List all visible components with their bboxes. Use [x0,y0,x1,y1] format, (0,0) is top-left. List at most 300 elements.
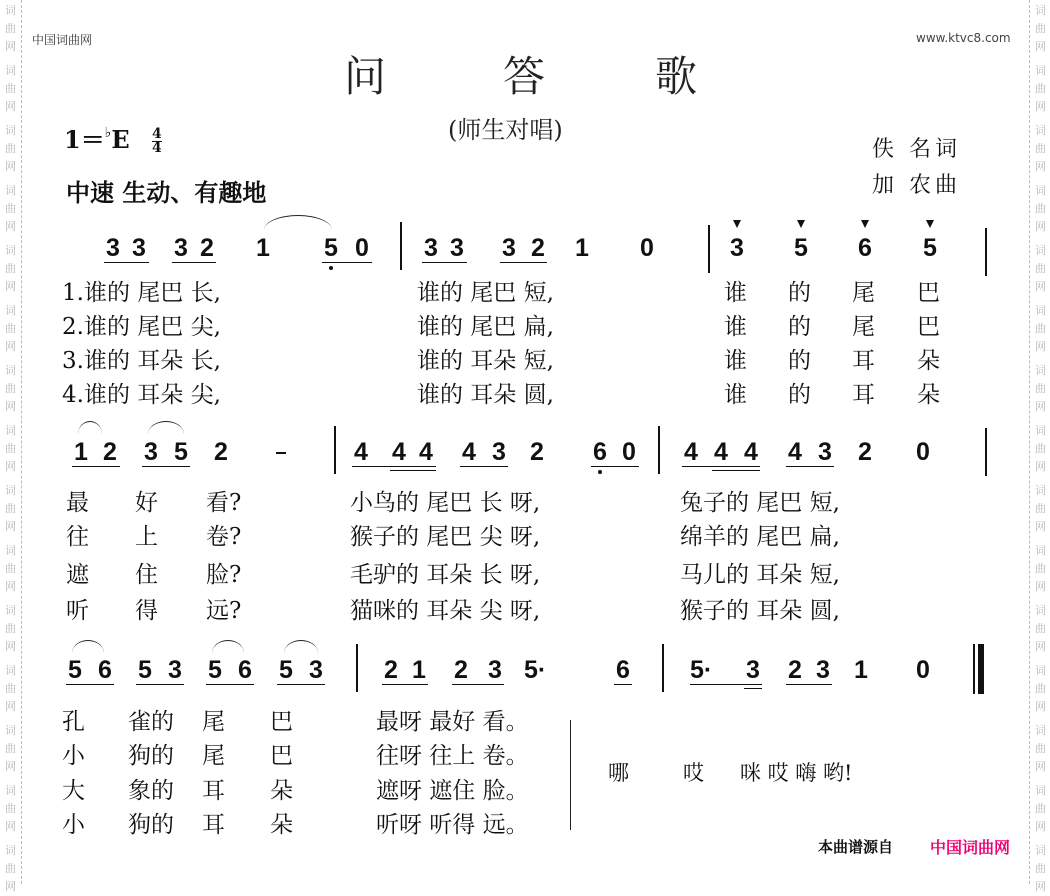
lyric-char: 大 [62,778,85,804]
watermark-char: 网 [1035,100,1046,113]
lyric-verse-1: 小鸟的 尾巴 长 呀, [350,490,541,516]
watermark-char: 网 [1035,580,1046,593]
lyric-verse-4: 4.谁的 耳朵 尖, [62,382,221,408]
lyric-verse-3: 谁的 耳朵 短, [417,348,554,374]
lyric-char: 脸? [206,562,242,588]
watermark-char: 曲 [1035,502,1046,515]
watermark-char: 网 [5,580,16,593]
lyric-verse-1: 1.谁的 尾巴 长, [62,280,221,306]
watermark-group [1030,842,1050,896]
eighth-underline [690,684,762,685]
lyric-verse-4: 猫咪的 耳朵 尖 呀, [350,598,541,624]
watermark-char: 词 [1035,244,1046,257]
low-octave-dot [329,266,333,270]
note: 5 [174,438,188,466]
right-watermark-strip [1029,0,1050,893]
watermark-group [0,782,21,836]
watermark-group [0,62,21,116]
watermark-group [1030,62,1050,116]
lyric-char: 远? [206,598,242,624]
refrain-word: 咪 哎 嗨 哟! [740,761,853,785]
accent-mark [926,220,934,228]
note: 3 [492,438,506,466]
lyric-char: 小 [62,743,85,769]
watermark-char: 词 [5,784,16,797]
eighth-underline [136,684,184,685]
watermark-group [0,302,21,356]
watermark-group [1030,482,1050,536]
eighth-underline [382,684,428,685]
lyric-verse-3: 毛驴的 耳朵 长 呀, [350,562,541,588]
eighth-underline [72,466,120,467]
lyric-verse-1: 谁的 尾巴 短, [417,280,554,306]
note: 1 [412,656,426,684]
bar-line [662,644,664,692]
lyric-char: 朵 [917,348,940,374]
eighth-underline [682,466,760,467]
watermark-char: 曲 [1035,322,1046,335]
eighth-underline [322,262,372,263]
source-label: 本曲谱源自 [818,838,894,856]
note: 5 [279,656,293,684]
lyric-verse-2: 绵羊的 尾巴 扁, [680,524,840,550]
watermark-group [1030,662,1050,716]
watermark-char: 词 [5,664,16,677]
watermark-char: 词 [5,64,16,77]
lyric-char: 朵 [917,382,940,408]
note: 3 [816,656,830,684]
lyric-char: 得 [135,598,158,624]
watermark-char: 网 [5,880,16,893]
watermark-char: 词 [5,124,16,137]
watermark-char: 曲 [1035,862,1046,875]
lyric-char: 巴 [917,314,940,340]
watermark-group [0,722,21,776]
eighth-underline [206,684,254,685]
note: 3 [488,656,502,684]
watermark-char: 网 [5,820,16,833]
note: 3 [168,656,182,684]
note: 2 [531,234,545,262]
note: 3 [132,234,146,262]
note: 3 [144,438,158,466]
watermark-char: 网 [1035,520,1046,533]
watermark-group [1030,602,1050,656]
verse-brace [570,720,571,830]
note: 2 [200,234,214,262]
note: 0 [916,438,930,466]
low-octave-dot [598,470,602,474]
eighth-underline [422,262,467,263]
key-signature [64,120,162,155]
watermark-char: 曲 [5,382,16,395]
watermark-char: 网 [5,700,16,713]
watermark-char: 曲 [1035,142,1046,155]
watermark-char: 网 [1035,700,1046,713]
watermark-char: 曲 [5,322,16,335]
watermark-group [0,182,21,236]
lyric-char: 的 [788,314,811,340]
lyric-char: 耳 [852,382,875,408]
watermark-char: 词 [1035,844,1046,857]
subtitle: (师生对唱) [448,116,563,144]
watermark-char: 词 [1035,64,1046,77]
lyric-verse-2: 往呀 往上 卷。 [376,743,529,769]
slur [284,640,318,653]
lyric-char: 狗的 [128,743,174,769]
final-bar-line-thick [978,644,984,694]
note: 2 [103,438,117,466]
lyricist-credit: 佚 名词 [872,137,961,162]
lyric-char: 尾 [852,280,875,306]
watermark-char: 网 [5,400,16,413]
bar-line [658,426,660,474]
eighth-underline [142,466,190,467]
lyric-char: 小 [62,812,85,838]
lyric-verse-4: 猴子的 耳朵 圆, [680,598,840,624]
watermark-group [1030,722,1050,776]
eighth-underline [786,466,834,467]
watermark-group [1030,122,1050,176]
note: 1 [854,656,868,684]
left-watermark-strip [0,0,22,893]
note: 1 [575,234,589,262]
watermark-group [1030,242,1050,296]
watermark-char: 网 [1035,820,1046,833]
watermark-char: 词 [1035,784,1046,797]
bar-line [356,644,358,692]
note: 6 [238,656,252,684]
watermark-group [1030,302,1050,356]
note: 4 [788,438,802,466]
lyric-verse-2: 猴子的 尾巴 尖 呀, [350,524,541,550]
watermark-group [0,662,21,716]
watermark-char: 网 [5,160,16,173]
site-url-right: www.ktvc8.com [916,31,1011,45]
watermark-char: 网 [5,100,16,113]
bar-line [400,222,402,270]
note: 3 [450,234,464,262]
lyric-char: 卷? [206,524,242,550]
watermark-group [0,482,21,536]
watermark-char: 词 [1035,724,1046,737]
watermark-char: 词 [5,244,16,257]
watermark-char: 词 [1035,304,1046,317]
note: 6 [98,656,112,684]
watermark-group [1030,2,1050,56]
watermark-group [0,122,21,176]
eighth-underline [460,466,508,467]
note: 4 [354,438,368,466]
watermark-char: 曲 [5,442,16,455]
eighth-underline [452,684,504,685]
lyric-char: 最 [66,490,89,516]
note: 5 [324,234,338,262]
lyric-char: 朵 [270,778,293,804]
title-char-2: 答 [503,52,546,101]
note: 6 [858,234,872,262]
lyric-char: 耳 [202,778,225,804]
watermark-group [0,422,21,476]
note: 5 [923,234,937,262]
watermark-group [1030,782,1050,836]
watermark-char: 网 [5,340,16,353]
note: 6 [616,656,630,684]
extension-dash [276,452,286,454]
sixteenth-underline [744,688,762,689]
eighth-underline [277,684,325,685]
lyric-verse-1: 兔子的 尾巴 短, [680,490,840,516]
note: 3 [106,234,120,262]
watermark-char: 词 [5,4,16,17]
slur [212,640,244,653]
note: 2 [530,438,544,466]
note: 3 [309,656,323,684]
watermark-char: 网 [5,640,16,653]
watermark-char: 网 [1035,460,1046,473]
note: 0 [622,438,636,466]
note: 4 [462,438,476,466]
watermark-char: 网 [1035,220,1046,233]
watermark-char: 词 [5,364,16,377]
note: 3 [424,234,438,262]
watermark-char: 曲 [1035,442,1046,455]
lyric-verse-3: 遮呀 遮住 脸。 [376,778,529,804]
lyric-verse-2: 2.谁的 尾巴 尖, [62,314,221,340]
watermark-char: 曲 [5,562,16,575]
key-prefix: 1＝ [64,125,105,154]
lyric-char: 巴 [917,280,940,306]
watermark-char: 曲 [1035,802,1046,815]
lyric-char: 巴 [270,709,293,735]
lyric-char: 象的 [128,778,174,804]
note: 4 [744,438,758,466]
lyric-char: 巴 [270,743,293,769]
note: 0 [640,234,654,262]
note-dotted: 5· [524,656,547,684]
lyric-char: 狗的 [128,812,174,838]
watermark-char: 词 [5,544,16,557]
lyric-char: 谁 [724,348,747,374]
lyric-verse-4: 听呀 听得 远。 [376,812,529,838]
accent-mark [861,220,869,228]
lyric-char: 的 [788,280,811,306]
watermark-char: 网 [1035,340,1046,353]
composer-credit: 加 农曲 [872,173,961,198]
watermark-char: 曲 [1035,562,1046,575]
watermark-char: 曲 [1035,22,1046,35]
key-note: E [111,125,130,154]
sixteenth-underline [712,470,760,471]
watermark-char: 曲 [1035,742,1046,755]
eighth-underline [352,466,436,467]
lyric-char: 谁 [724,382,747,408]
note: 3 [818,438,832,466]
eighth-underline [104,262,149,263]
watermark-char: 网 [1035,160,1046,173]
watermark-char: 曲 [5,742,16,755]
accent-mark [733,220,741,228]
flat-icon: ♭ [104,125,112,141]
watermark-group [0,242,21,296]
eighth-underline [172,262,216,263]
bar-line [985,228,987,276]
watermark-group [0,362,21,416]
lyric-verse-3: 3.谁的 耳朵 长, [62,348,221,374]
note: 6 [593,438,607,466]
note: 5 [68,656,82,684]
watermark-char: 词 [1035,4,1046,17]
watermark-char: 曲 [5,802,16,815]
watermark-char: 曲 [1035,82,1046,95]
watermark-char: 曲 [1035,262,1046,275]
final-bar-line-thin [973,644,975,694]
lyric-char: 谁 [724,280,747,306]
watermark-char: 词 [1035,124,1046,137]
tempo-marking: 中速 生动、有趣地 [66,179,267,207]
bar-line [334,426,336,474]
watermark-group [0,842,21,896]
watermark-char: 网 [1035,280,1046,293]
note: 3 [174,234,188,262]
watermark-char: 词 [5,844,16,857]
watermark-char: 曲 [5,22,16,35]
bar-line [708,225,710,273]
watermark-char: 网 [5,280,16,293]
watermark-char: 网 [5,760,16,773]
title-char-3: 歌 [655,52,698,101]
note: 3 [730,234,744,262]
slur [148,421,184,434]
note: 0 [916,656,930,684]
slur [72,640,104,653]
watermark-char: 网 [1035,760,1046,773]
eighth-underline [614,684,632,685]
lyric-char: 谁 [724,314,747,340]
lyric-char: 上 [135,524,158,550]
watermark-char: 曲 [5,82,16,95]
lyric-verse-2: 谁的 尾巴 扁, [417,314,554,340]
watermark-group [0,542,21,596]
lyric-char: 尾 [852,314,875,340]
watermark-char: 曲 [1035,202,1046,215]
watermark-char: 网 [1035,40,1046,53]
watermark-char: 词 [1035,544,1046,557]
lyric-char: 耳 [852,348,875,374]
eighth-underline [591,466,639,467]
note: 2 [858,438,872,466]
lyric-char: 的 [788,348,811,374]
note-dotted: 5· [690,656,713,684]
note: 4 [419,438,433,466]
note: 0 [355,234,369,262]
eighth-underline [786,684,832,685]
watermark-group [1030,182,1050,236]
note: 2 [214,438,228,466]
lyric-char: 孔 [62,709,85,735]
watermark-char: 网 [5,40,16,53]
site-name-left: 中国词曲网 [32,33,93,47]
lyric-char: 尾 [202,709,225,735]
watermark-char: 曲 [5,622,16,635]
lyric-verse-1: 最呀 最好 看。 [376,709,529,735]
watermark-char: 曲 [1035,682,1046,695]
time-signature-bottom: 4 [151,140,162,156]
lyric-char: 往 [66,524,89,550]
watermark-group [0,2,21,56]
accent-mark [797,220,805,228]
watermark-char: 词 [5,604,16,617]
watermark-char: 词 [5,424,16,437]
lyric-char: 遮 [66,562,89,588]
note: 4 [392,438,406,466]
sixteenth-underline [390,470,436,471]
note: 4 [714,438,728,466]
slur [78,421,102,434]
lyric-char: 住 [135,562,158,588]
lyric-verse-4: 谁的 耳朵 圆, [417,382,554,408]
note: 1 [256,234,270,262]
lyric-char: 好 [135,490,158,516]
note: 3 [502,234,516,262]
note: 2 [384,656,398,684]
lyric-char: 朵 [270,812,293,838]
watermark-group [0,602,21,656]
note: 4 [684,438,698,466]
lyric-char: 的 [788,382,811,408]
eighth-underline [66,684,114,685]
watermark-char: 曲 [5,262,16,275]
watermark-group [1030,422,1050,476]
note: 2 [454,656,468,684]
watermark-char: 词 [1035,604,1046,617]
watermark-group [1030,542,1050,596]
note: 5 [138,656,152,684]
note: 1 [74,438,88,466]
watermark-char: 曲 [5,862,16,875]
refrain-word: 哪 [608,761,629,785]
note: 3 [746,656,760,684]
lyric-verse-3: 马儿的 耳朵 短, [680,562,840,588]
watermark-char: 词 [1035,424,1046,437]
watermark-char: 曲 [5,502,16,515]
watermark-char: 曲 [5,142,16,155]
watermark-group [1030,362,1050,416]
watermark-char: 词 [1035,484,1046,497]
watermark-char: 词 [5,184,16,197]
lyric-char: 听 [66,598,89,624]
lyric-char: 雀的 [128,709,174,735]
watermark-char: 网 [5,220,16,233]
note: 5 [208,656,222,684]
watermark-char: 曲 [5,202,16,215]
note: 5 [794,234,808,262]
note: 2 [788,656,802,684]
watermark-char: 网 [5,520,16,533]
lyric-char: 耳 [202,812,225,838]
lyric-char: 看? [206,490,242,516]
refrain-word: 哎 [683,761,704,785]
watermark-char: 网 [1035,640,1046,653]
watermark-char: 词 [5,304,16,317]
watermark-char: 曲 [1035,382,1046,395]
watermark-char: 词 [5,724,16,737]
lyric-char: 尾 [202,743,225,769]
watermark-char: 曲 [1035,622,1046,635]
source-site-link[interactable]: 中国词曲网 [930,838,1011,857]
watermark-char: 网 [1035,400,1046,413]
watermark-char: 词 [1035,364,1046,377]
